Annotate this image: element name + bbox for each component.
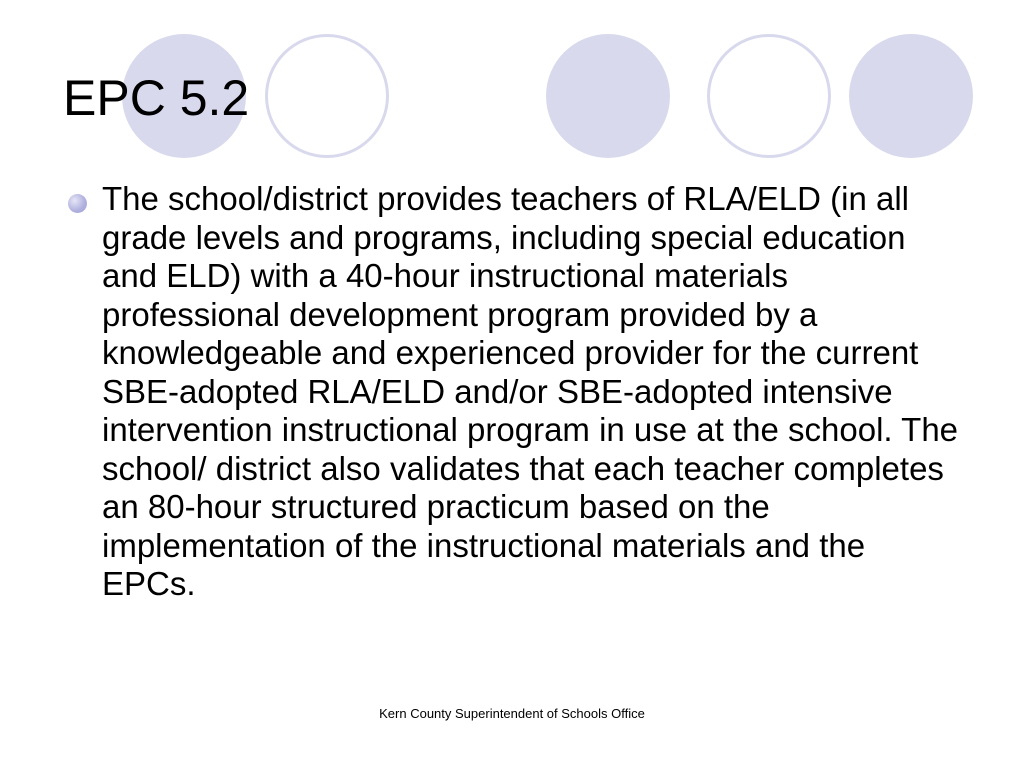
decorative-circle-filled: [849, 34, 973, 158]
decorative-circle-outline: [707, 34, 831, 158]
bullet-text: The school/district provides teachers of RLA/ELD (in all grade levels and programs, including special education and ELD) with a 40-hour instructional materials professional development program provided by a knowledgeable and experienced provider for the current SBE-adopted RLA/ELD and/or SBE-adopted intensive intervention instructional program in use at the school. The school/ district also validates that each teacher completes an 80-hour structured practicum based on the implementation of the instructional materials and the EPCs.: [102, 180, 959, 602]
decorative-circle-outline: [265, 34, 389, 158]
slide-title: EPC 5.2: [63, 70, 250, 126]
decorative-circle-filled: [546, 34, 670, 158]
bullet-icon: [68, 194, 87, 213]
bullet-list: [66, 180, 966, 604]
bullet-item: [66, 180, 966, 604]
slide-footer: Kern County Superintendent of Schools Office: [379, 706, 645, 721]
